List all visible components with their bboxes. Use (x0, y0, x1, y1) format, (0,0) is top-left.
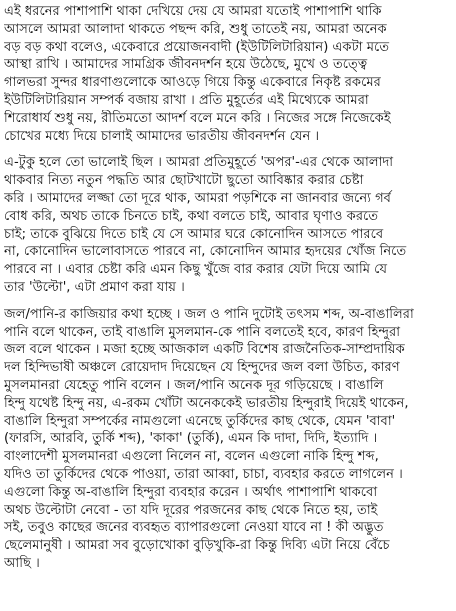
text-line: পানি বলে থাকেন, তাই বাঙালি মুসলমান-কে পানি বলতেই হবে, কারণ হিন্দুরা (4, 324, 401, 340)
text-line: এই ধরনের পাশাপাশি থাকা দেখিয়ে দেয় যে আমরা যতোই পাশাপাশি থাকি (4, 4, 382, 19)
text-line: বাঙালি হিন্দুরা সম্পর্কের নামগুলো এনেছে তুর্কিদের কাছ থেকে, যেমন 'বাবা' (4, 413, 396, 429)
text-line: আসলে আমরা আলাদা থাকতে পছন্দ করি, শুধু তাতেই নয়, আমরা অনেক (4, 21, 387, 37)
text-line: বাংলাদেশী মুসলমানরা এগুলো নিলেন না, বলেন এগুলো নাকি হিন্দু শব্দ, (4, 449, 379, 465)
text-line: চোখের মধ্যে দিয়ে চালাই আমাদের ভারতীয় জীবনদর্শন যেন । (4, 128, 320, 144)
text-line: আস্থা রাখি । আমাদের সামগ্রিক জীবনদর্শন হয়ে উঠেছে, মুখে ও তত্ত্বে (4, 57, 368, 73)
text-line: হিন্দু যথেষ্ট হিন্দু নয়, এ-রকম খোঁটা অনেককেই ভারতীয় হিন্দুরাই দিয়েই থাকেন, (4, 395, 409, 411)
text-line: শিরোধার্য শুধু নয়, রীতিমতো আদর্শ বলে মনে করি । নিজের সঙ্গে নিজেকেই (4, 110, 391, 126)
text-line: ইউটিলিটারিয়ান সম্পর্ক বজায় রাখা । প্রতি মুহূর্তের এই মিথ্যেকে আমরা (4, 92, 369, 108)
text-line: থাকবার নিত্য নতুন পদ্ধতি আর ছোটখাটো ছুতো আবিষ্কার করার চেষ্টা (4, 173, 364, 189)
text-line: জল/পানি-র কাজিয়ার কথা হচ্ছে । জল ও পানি দুটোই তৎসম শব্দ, অ-বাঙালিরা (4, 306, 414, 322)
paragraph-2 (4, 154, 452, 296)
text-line: (ফারসি, আরবি, তুর্কি শব্দ), 'কাকা' (তুর্কি), এমন কি দাদা, দিদি, ইত্যাদি । (4, 431, 378, 447)
text-line: জল বলে থাকেন । মজা হচ্ছে আজকাল একটি বিশেষ রাজনৈতিক-সাম্প্রদায়িক (4, 342, 405, 358)
text-line: চাই; তাকে বুঝিয়ে দিতে চাই যে সে আমার ঘরে কোনোদিন আসতে পারবে (4, 226, 384, 242)
text-line: তার 'উল্টো', এটা প্রমাণ করা যায় । (4, 279, 185, 295)
text-line: ছেলেমানুষী । আমরা সব বুড়োখোকা বুড়িখুকি-রা কিন্তু দিব্যি এটা নিয়ে বেঁচে (4, 538, 390, 554)
text-line: এ-টুকু হলে তো ভালোই ছিল । আমরা প্রতিমুহূর্তে 'অপর'-এর থেকে আলাদা (4, 155, 394, 171)
text-line: বোধ করি, অথচ তাকে চিনতে চাই, কথা বলতে চাই, আবার ঘৃণাও করতে (4, 208, 379, 224)
text-line: করি । আমাদের লজ্জা তো দূরে থাক, আমরা পড়শিকে না জানবার জন্যে গর্ব (4, 190, 391, 206)
text-line: গালভরা সুন্দর ধারণাগুলোকে আওড়ে গিয়ে কিন্তু একেবারে নিকৃষ্ট রকমের (4, 75, 381, 91)
paragraph-1 (4, 3, 452, 145)
text-line: না, কোনোদিন ভালোবাসতে পারবে না, কোনোদিন আমার হৃদয়ের খোঁজ নিতে (4, 244, 407, 260)
text-line: পারবে না । এবার চেষ্টা করি এমন কিছু খুঁজে বার করার যেটা দিয়ে আমি যে (4, 262, 388, 278)
text-line: এগুলো কিন্তু অ-বাঙালি হিন্দুরা ব্যবহার করেন । অর্থাৎ পাশাপাশি থাকবো (4, 484, 378, 500)
text-line: দল হিন্দিভাষী অঞ্চলে রোয়েদাদ দিয়েছেন যে হিন্দুদের জল বলা উচিত, কারণ (4, 360, 400, 376)
text-line: বড় বড় কথা বলেও, একেবারে প্রয়োজনবাদী (ইউটিলিটারিয়ান) একটা মতে (4, 39, 390, 55)
text-line: মুসলমানরা যেহেতু পানি বলেন । জল/পানি অনেক দূর গড়িয়েছে । বাঙালি (4, 377, 384, 393)
text-line: আছি । (4, 555, 40, 571)
paragraph-gap (4, 297, 452, 306)
paragraph-gap (4, 145, 452, 154)
paragraph-3 (4, 306, 452, 573)
text-line: যদিও তা তুর্কিদের থেকে পাওয়া, তারা আব্বা, চাচা, ব্যবহার করতে লাগলেন । (4, 466, 403, 482)
text-line: সই, তবুও কাছের জনের ব্যবহৃত ব্যাপারগুলো নেওয়া যাবে না ! কী অদ্ভুত (4, 520, 384, 536)
text-line: অথচ উল্টোটা নেবো - তা যদি দূরের পরজনের কাছ থেকে নিতে হয়, তাই (4, 502, 378, 518)
